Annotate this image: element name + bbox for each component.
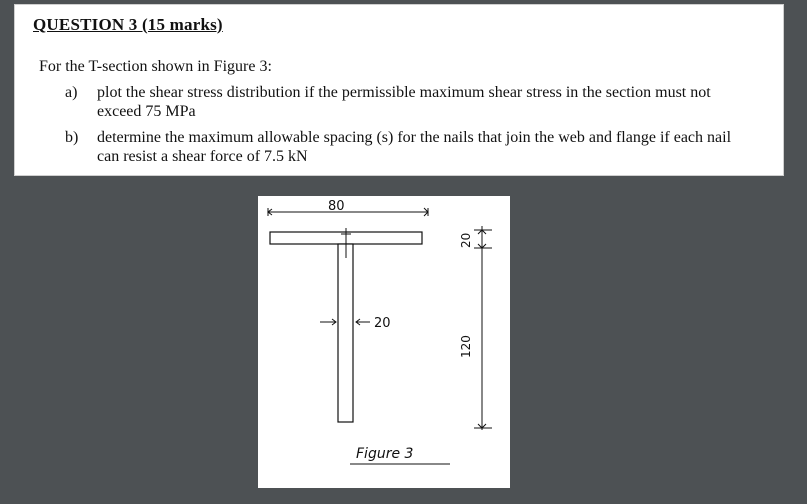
web-rect — [338, 244, 353, 422]
part-a-label: a) — [65, 84, 78, 101]
flange-width-dimension — [268, 208, 428, 216]
part-a-text: plot the shear stress distribution if the permissible maximum shear stress in the section must not exceed 75 MPa — [97, 84, 711, 120]
part-b-text: determine the maximum allowable spacing (s) for the nails that join the web and flange if each nail can resist a shear force of 7.5 kN — [97, 129, 732, 165]
web-thickness-label: 20 — [374, 316, 391, 331]
part-b-label: b) — [65, 129, 79, 146]
t-section-drawing — [258, 196, 510, 488]
flange-thickness-label: 20 — [459, 232, 473, 248]
figure-3-sketch — [258, 196, 510, 488]
flange-width-label: 80 — [328, 199, 345, 214]
question-card — [14, 4, 784, 176]
question-intro: For the T-section shown in Figure 3: — [39, 58, 272, 75]
web-height-label: 120 — [459, 335, 473, 358]
figure-caption: Figure 3 — [356, 446, 414, 462]
question-title: QUESTION 3 (15 marks) — [33, 15, 223, 34]
question-part-b — [65, 128, 755, 166]
vertical-dimensions — [474, 226, 492, 430]
question-part-a — [65, 83, 755, 121]
